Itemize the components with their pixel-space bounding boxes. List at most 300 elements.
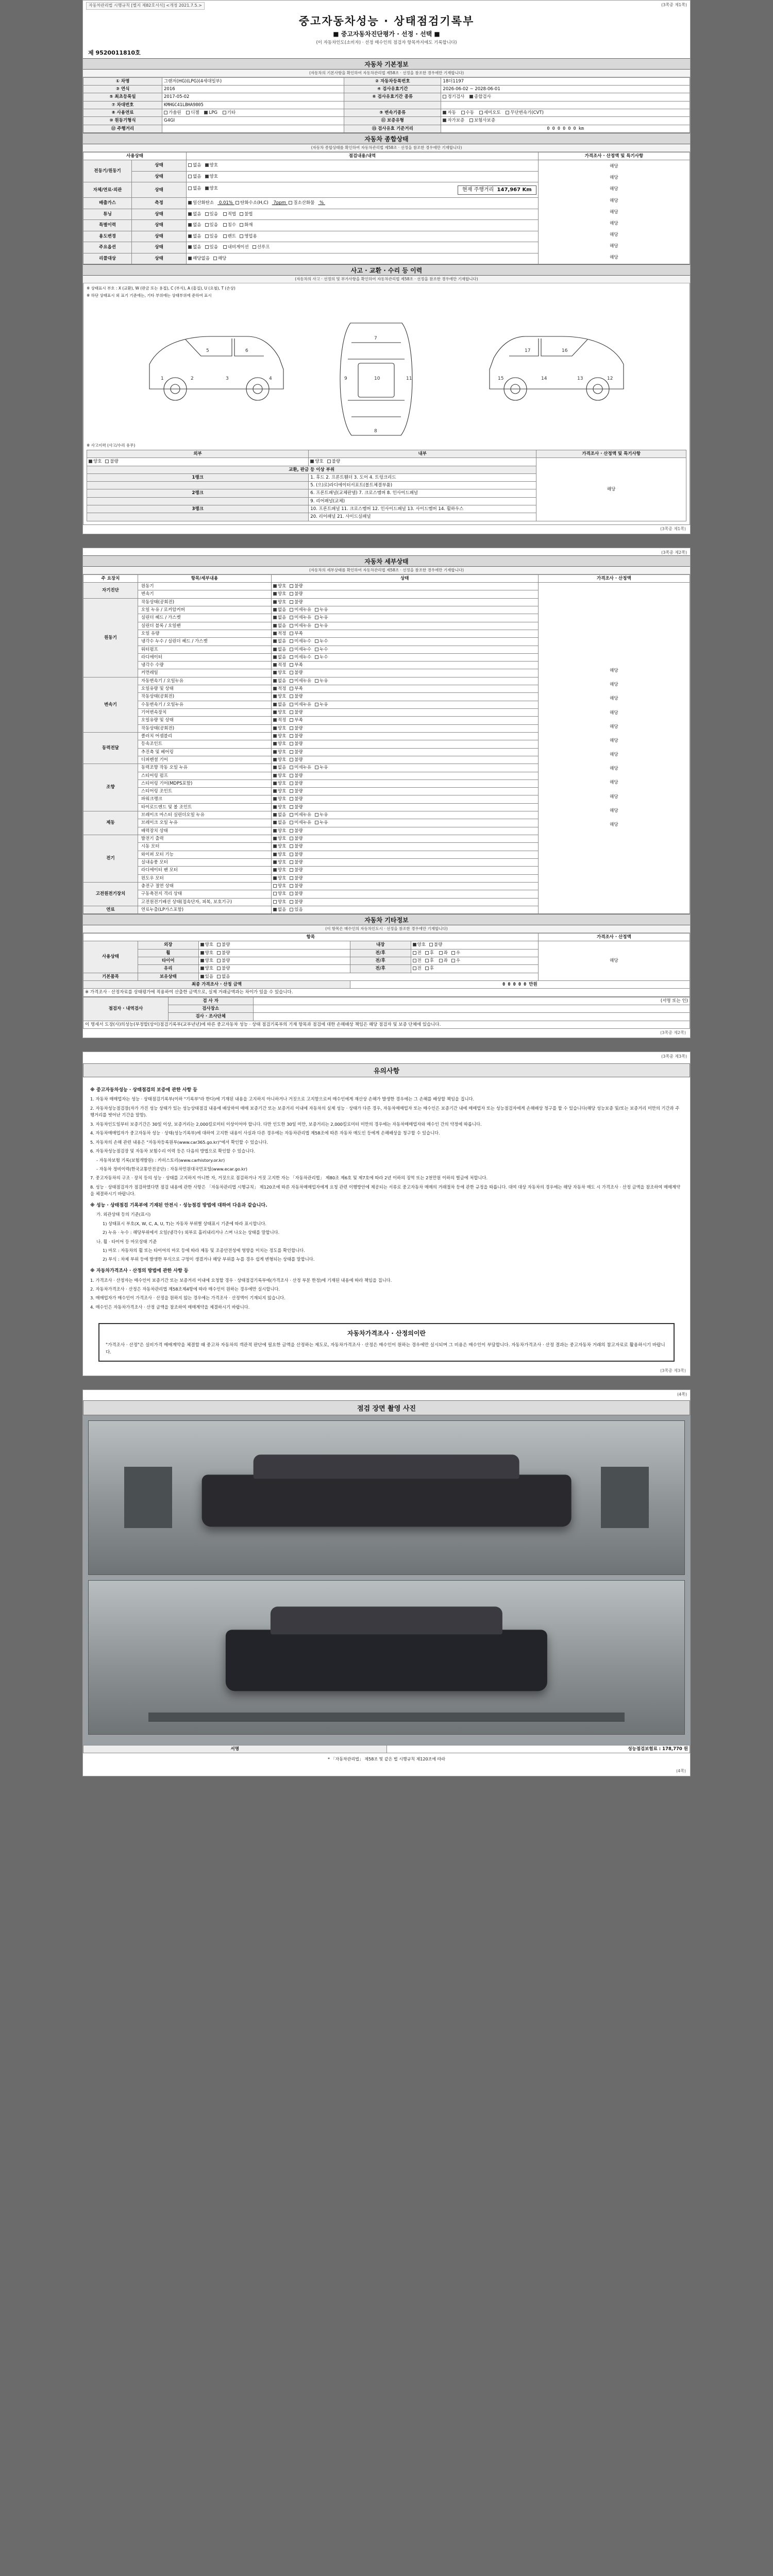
value-inspect-org[interactable] — [253, 1013, 690, 1021]
checkbox-option[interactable]: 없음 — [273, 907, 286, 913]
checkbox-option[interactable]: 없음 — [273, 812, 286, 818]
checkbox-icon[interactable] — [273, 703, 277, 706]
checkbox-icon[interactable] — [290, 860, 293, 864]
col-other-price: 가격조사 · 산정액 — [538, 934, 690, 941]
detail-item-state[interactable] — [271, 890, 538, 898]
checkbox-option[interactable]: 양호 — [273, 773, 286, 779]
checkbox-option[interactable]: 미세누수 — [290, 638, 311, 645]
row-value-body: 없음 양호 현재 주행거리 147,967 Km — [187, 182, 539, 198]
checkbox-icon[interactable] — [273, 844, 277, 848]
detail-item-state[interactable] — [271, 630, 538, 637]
checkbox-option[interactable]: 양호 — [273, 804, 286, 810]
checkbox-icon[interactable] — [273, 663, 277, 667]
checkbox-icon[interactable] — [273, 837, 277, 840]
checkbox-icon[interactable] — [273, 868, 277, 872]
checkbox-icon[interactable] — [273, 655, 277, 659]
checkbox-icon[interactable] — [290, 900, 293, 904]
checkbox-option[interactable]: 불량 — [290, 781, 303, 787]
detail-item-state[interactable] — [271, 874, 538, 882]
inspection-photo-2 — [88, 1580, 685, 1735]
col-usage-state: 사용상태 — [83, 152, 187, 160]
value-blank-1 — [441, 101, 690, 109]
detail-item-state[interactable] — [271, 653, 538, 661]
checkbox-option[interactable]: 양호 — [273, 899, 286, 905]
checkbox-option[interactable]: 불량 — [290, 796, 303, 802]
checkbox-option[interactable]: 양호 — [273, 670, 286, 676]
checkbox-icon[interactable] — [273, 860, 277, 864]
detail-item-state[interactable] — [271, 583, 538, 590]
checkbox-icon[interactable] — [290, 821, 293, 824]
checkbox-icon[interactable] — [273, 829, 277, 833]
checkbox-option[interactable]: 없음 — [273, 607, 286, 613]
col-other-item: 항목 — [83, 934, 539, 941]
checkbox-icon[interactable] — [290, 718, 293, 722]
checkbox-icon[interactable] — [315, 813, 318, 817]
detail-item-state[interactable] — [271, 717, 538, 724]
checkbox-option[interactable]: 없음 — [273, 638, 286, 645]
checkbox-option[interactable]: 양호 — [273, 852, 286, 858]
checkbox-option[interactable]: 없음 — [273, 820, 286, 826]
checkbox-icon[interactable] — [273, 908, 277, 911]
checkbox-option[interactable]: 불량 — [290, 899, 303, 905]
checkbox-option[interactable]: 불량 — [290, 670, 303, 676]
checkbox-option[interactable]: 불량 — [290, 867, 303, 873]
checkbox-icon[interactable] — [273, 726, 277, 730]
checkbox-icon[interactable] — [273, 584, 277, 588]
checkbox-icon[interactable] — [290, 853, 293, 856]
checkbox-option[interactable]: 불량 — [290, 843, 303, 850]
detail-item-state[interactable] — [271, 606, 538, 614]
checkbox-icon[interactable] — [290, 868, 293, 872]
detail-item-state[interactable] — [271, 811, 538, 819]
checkbox-option[interactable]: 불량 — [290, 693, 303, 700]
damage-diagram-area — [83, 283, 690, 525]
checkbox-option[interactable]: 미세누유 — [290, 607, 311, 613]
checkbox-option[interactable]: 누유 — [315, 607, 328, 613]
checkbox-icon[interactable] — [290, 774, 293, 777]
checkbox-option[interactable]: 양호 — [273, 891, 286, 897]
table-header-row — [83, 574, 690, 582]
checkbox-icon[interactable] — [315, 608, 318, 612]
checkbox-icon[interactable] — [290, 789, 293, 793]
page-4-footer: (4쪽) — [676, 1769, 686, 1774]
checkbox-icon[interactable] — [273, 600, 277, 604]
checkbox-icon[interactable] — [273, 876, 277, 880]
checkbox-option[interactable]: 적정 — [273, 717, 286, 723]
notice-body — [83, 1080, 690, 1318]
checkbox-icon[interactable] — [273, 884, 277, 888]
label-inspector-block: 점검자 · 내역검사 — [83, 997, 169, 1021]
checkbox-icon[interactable] — [273, 813, 277, 817]
checkbox-icon[interactable] — [290, 584, 293, 588]
checkbox-option[interactable]: 양호 — [273, 796, 286, 802]
svg-text:2: 2 — [191, 376, 194, 381]
checkbox-option[interactable]: 불량 — [290, 828, 303, 834]
detail-item-label: 연료누출(LP가스포함) — [138, 906, 271, 913]
checkbox-icon[interactable] — [290, 663, 293, 667]
checkbox-option[interactable]: 불량 — [290, 583, 303, 589]
checkbox-icon[interactable] — [273, 616, 277, 619]
checkbox-icon[interactable] — [273, 766, 277, 769]
checkbox-icon[interactable] — [273, 774, 277, 777]
checkbox-option[interactable]: 있음 — [290, 907, 303, 913]
checkbox-option[interactable]: 양호 — [273, 875, 286, 882]
checkbox-option[interactable]: 양호 — [273, 883, 286, 889]
checkbox-icon[interactable] — [290, 837, 293, 840]
checkbox-option[interactable]: 양호 — [273, 828, 286, 834]
checkbox-option[interactable]: 양호 — [273, 788, 286, 794]
checkbox-icon[interactable] — [290, 632, 293, 635]
checkbox-icon[interactable] — [273, 758, 277, 761]
detail-item-state[interactable] — [271, 827, 538, 835]
checkbox-option[interactable]: 양호 — [273, 591, 286, 597]
value-inspection-period: 2026-06-02 ~ 2028-06-01 — [441, 86, 690, 93]
checkbox-option[interactable]: 불량 — [290, 859, 303, 866]
checkbox-icon[interactable] — [315, 679, 318, 683]
row-value-recall: 해당없음 해당 — [187, 253, 539, 264]
item-tire: 타이어 — [138, 957, 198, 965]
checkbox-icon[interactable] — [273, 671, 277, 674]
value-wheel-pos: 전 후 좌 우 — [411, 949, 538, 957]
checkbox-option[interactable]: 양호 — [273, 709, 286, 716]
item-glass-pos: 전/후 — [350, 965, 411, 973]
checkbox-option[interactable]: 양호 — [273, 749, 286, 755]
checkbox-option[interactable]: 누수 — [315, 654, 328, 660]
checkbox-option[interactable]: 양호 — [273, 693, 286, 700]
detail-item-state[interactable] — [271, 795, 538, 803]
checkbox-option[interactable]: 불량 — [290, 599, 303, 605]
checkbox-icon[interactable] — [273, 782, 277, 785]
detail-item-state[interactable] — [271, 898, 538, 906]
label-inspect-org: 검사 · 조사단체 — [168, 1013, 253, 1021]
page-2-footer: (3쪽중 제2쪽) — [660, 1030, 686, 1035]
checkbox-option[interactable]: 적정 — [273, 686, 286, 692]
detail-item-state[interactable] — [271, 701, 538, 708]
checkbox-icon[interactable] — [290, 592, 293, 596]
detail-item-state[interactable] — [271, 843, 538, 851]
checkbox-icon[interactable] — [273, 639, 277, 643]
checkbox-option[interactable]: 양호 — [273, 757, 286, 763]
checkbox-icon[interactable] — [290, 829, 293, 833]
checkbox-icon[interactable] — [273, 750, 277, 754]
sign-hint: (서명 또는 인) — [660, 998, 688, 1004]
checkbox-option[interactable]: 불량 — [290, 591, 303, 597]
checkbox-icon[interactable] — [290, 876, 293, 880]
page-4-header — [83, 1390, 690, 1397]
detail-item-state[interactable] — [271, 819, 538, 827]
checkbox-icon[interactable] — [290, 726, 293, 730]
checkbox-icon[interactable] — [290, 600, 293, 604]
detail-item-state[interactable] — [271, 835, 538, 843]
checkbox-option[interactable]: 불량 — [290, 709, 303, 716]
detail-item-state[interactable] — [271, 622, 538, 630]
checkbox-icon[interactable] — [290, 655, 293, 659]
checkbox-icon[interactable] — [273, 592, 277, 596]
checkbox-icon[interactable] — [273, 679, 277, 683]
checkbox-icon[interactable] — [290, 892, 293, 895]
label-transmission: ⑨ 변속기종류 — [344, 109, 441, 117]
checkbox-icon[interactable] — [290, 805, 293, 809]
detail-item-label: 작동상태(공회전) — [138, 724, 271, 732]
svg-text:11: 11 — [406, 376, 412, 381]
checkbox-icon[interactable] — [290, 742, 293, 745]
checkbox-option[interactable]: 누유 — [315, 765, 328, 771]
col-price: 가격조사 · 산정액 — [538, 574, 690, 582]
checkbox-icon[interactable] — [273, 687, 277, 690]
table-row — [83, 1745, 690, 1753]
checkbox-option[interactable]: 없음 — [273, 623, 286, 629]
detail-item-label: 오일 유량 — [138, 630, 271, 637]
checkbox-option[interactable]: 양호 — [273, 843, 286, 850]
checkbox-icon[interactable] — [290, 671, 293, 674]
detail-item-state[interactable] — [271, 693, 538, 701]
legal-liability-note: 이 명세서 도장(사)의성능(부정할(상이)점검기록부(교부년년)에 따른 중고자동차 성능 · 상태 점검기록부의 기재 항목과 점검에 대한 손해배상 책임은 해당 점검자 및 보증 단체에 있습니다. — [83, 1021, 690, 1028]
value-first-reg: 2017-05-02 — [162, 93, 344, 101]
checkbox-option[interactable]: 적정 — [273, 662, 286, 668]
detail-item-state[interactable] — [271, 779, 538, 787]
checkbox-icon[interactable] — [290, 639, 293, 643]
checkbox-option[interactable]: 누유 — [315, 678, 328, 684]
notice-heading-2: ※ 자동차가격조사 · 산정의 방법에 관한 사항 등 — [90, 1268, 189, 1274]
detail-item-state[interactable] — [271, 748, 538, 756]
checkbox-option[interactable]: 미세누유 — [290, 678, 311, 684]
checkbox-option[interactable]: 불량 — [290, 875, 303, 882]
detail-item-state[interactable] — [271, 646, 538, 653]
checkbox-option[interactable]: 양호 — [273, 859, 286, 866]
checkbox-option[interactable]: 없음 — [273, 615, 286, 621]
detail-item-state[interactable] — [271, 677, 538, 685]
form-legal-ref: 자동차관리법 시행규칙 [별지 제82호서식] <개정 2021.7.5.> — [86, 2, 205, 10]
checkbox-icon[interactable] — [290, 679, 293, 683]
notice-item-2: 3. 자동차인도일부터 보증기간은 30일 이상, 보증거리는 2,000킬로미터 이상이어야 합니다. 다만 인도한 30일 미만, 보증거리는 2,000킬로미터 미만의 경우에는 자동차매매업자와 매수인 간의 약정에 따릅니다. — [90, 1121, 482, 1127]
checkbox-icon[interactable] — [315, 616, 318, 619]
notice-heading-1: ※ 성능 · 상태점검 기록부에 기재된 안전시 · 성능점검 방법에 대하여 다음과 같습니다. — [90, 1202, 267, 1208]
checkbox-option[interactable]: 불량 — [290, 741, 303, 747]
checkbox-option[interactable]: 불량 — [290, 773, 303, 779]
detail-item-label: 구동축전지 격리 상태 — [138, 890, 271, 898]
checkbox-icon[interactable] — [315, 821, 318, 824]
checkbox-option[interactable]: 양호 — [273, 599, 286, 605]
checkbox-option[interactable]: 없음 — [273, 654, 286, 660]
checkbox-option[interactable]: 불량 — [290, 788, 303, 794]
col-interior: 내부 — [309, 450, 536, 457]
checkbox-icon[interactable] — [315, 703, 318, 706]
checkbox-option[interactable]: 불량 — [290, 804, 303, 810]
table-row — [83, 997, 690, 1005]
checkbox-icon[interactable] — [290, 797, 293, 801]
checkbox-option[interactable]: 미세누유 — [290, 765, 311, 771]
checkbox-icon[interactable] — [290, 908, 293, 911]
checkbox-icon[interactable] — [315, 648, 318, 651]
checkbox-icon[interactable] — [273, 624, 277, 628]
checkbox-option[interactable]: 누유 — [315, 615, 328, 621]
checkbox-option[interactable]: 부족 — [290, 686, 303, 692]
notice-item-7: - 자동차 정비이력(한국교통안전공단) : 자동차민원대국민포털(www.ecar.go.kr) — [96, 1166, 247, 1172]
detail-item-state[interactable] — [271, 882, 538, 890]
detail-item-state[interactable] — [271, 590, 538, 598]
checkbox-option[interactable]: 불량 — [290, 883, 303, 889]
label-inspector: 검 사 자 — [168, 997, 253, 1005]
checkbox-icon[interactable] — [290, 624, 293, 628]
checkbox-option[interactable]: 미세누유 — [290, 702, 311, 708]
detail-item-label: 스티어링 기어(MDPS포함) — [138, 779, 271, 787]
table-header-row — [83, 934, 690, 941]
checkbox-option[interactable]: 미세누수 — [290, 647, 311, 653]
checkbox-icon[interactable] — [315, 624, 318, 628]
detail-item-state[interactable] — [271, 756, 538, 764]
checkbox-option[interactable]: 양호 — [273, 733, 286, 739]
checkbox-icon[interactable] — [290, 648, 293, 651]
row-label-recall: 리콜대상 — [83, 253, 132, 264]
checkbox-option[interactable]: 불량 — [290, 749, 303, 755]
detail-item-state[interactable] — [271, 685, 538, 693]
checkbox-option[interactable]: 부족 — [290, 662, 303, 668]
checkbox-icon[interactable] — [273, 797, 277, 801]
checkbox-icon[interactable] — [290, 616, 293, 619]
detail-item-state[interactable] — [271, 598, 538, 606]
detail-item-state[interactable] — [271, 740, 538, 748]
odometer-value: 147,967 Km — [497, 187, 532, 193]
checkbox-icon[interactable] — [273, 648, 277, 651]
checkbox-option[interactable]: 부족 — [290, 631, 303, 637]
table-row — [83, 86, 690, 93]
rank-text-2b: 9. 리어패널(교체) — [309, 497, 536, 505]
detail-item-state[interactable] — [271, 638, 538, 646]
checkbox-option[interactable]: 미세누유 — [290, 615, 311, 621]
value-warranty: 자가보증 보험사보증 — [441, 117, 690, 125]
checkbox-option[interactable]: 양호 — [273, 725, 286, 732]
detail-item-label: 동력조향 작동 오일 누유 — [138, 764, 271, 772]
detail-item-state[interactable] — [271, 724, 538, 732]
detail-item-state[interactable] — [271, 669, 538, 677]
checkbox-icon[interactable] — [290, 766, 293, 769]
table-row — [83, 93, 690, 101]
checkbox-icon[interactable] — [273, 789, 277, 793]
checkbox-option[interactable]: 미세누유 — [290, 623, 311, 629]
odometer-label: 현재 주행거리 — [462, 187, 494, 193]
checkbox-option[interactable]: 누유 — [315, 820, 328, 826]
detail-item-state[interactable] — [271, 709, 538, 717]
checkbox-option[interactable]: 양호 — [273, 741, 286, 747]
checkbox-icon[interactable] — [290, 710, 293, 714]
checkbox-icon[interactable] — [290, 782, 293, 785]
detail-item-state[interactable] — [271, 764, 538, 772]
checkbox-option[interactable]: 없음 — [273, 647, 286, 653]
value-inspector-sign[interactable] — [253, 997, 690, 1005]
checkbox-option[interactable]: 양호 — [273, 867, 286, 873]
checkbox-icon[interactable] — [273, 734, 277, 738]
checkbox-option[interactable]: 양호 — [273, 781, 286, 787]
checkbox-icon[interactable] — [273, 805, 277, 809]
checkbox-option[interactable]: 불량 — [290, 836, 303, 842]
photo-footer-table — [83, 1745, 690, 1753]
checkbox-icon[interactable] — [273, 900, 277, 904]
document-number: 제 9520011810호 — [88, 49, 141, 56]
detail-item-state[interactable] — [271, 614, 538, 622]
checkbox-option[interactable]: 미세누유 — [290, 812, 311, 818]
checkbox-icon[interactable] — [315, 639, 318, 643]
detail-item-state[interactable] — [271, 858, 538, 866]
checkbox-option[interactable]: 불량 — [290, 757, 303, 763]
detail-item-label: 고전원전기배선 상태(접속단자, 피복, 보호기구) — [138, 898, 271, 906]
checkbox-option[interactable]: 미세누수 — [290, 654, 311, 660]
checkbox-option[interactable]: 불량 — [290, 852, 303, 858]
col-accident-price-note: 가격조사 · 산정액 및 특기사항 — [536, 450, 686, 457]
checkbox-icon[interactable] — [290, 734, 293, 738]
checkbox-icon[interactable] — [315, 655, 318, 659]
checkbox-icon[interactable] — [290, 758, 293, 761]
checkbox-icon[interactable] — [273, 892, 277, 895]
checkbox-option[interactable]: 누유 — [315, 812, 328, 818]
checkbox-icon[interactable] — [290, 608, 293, 612]
checkbox-icon[interactable] — [290, 750, 293, 754]
checkbox-option[interactable]: 누수 — [315, 638, 328, 645]
checkbox-option[interactable]: 없음 — [273, 765, 286, 771]
checkbox-option[interactable]: 누유 — [315, 623, 328, 629]
checkbox-icon[interactable] — [273, 632, 277, 635]
checkbox-icon[interactable] — [273, 694, 277, 698]
detail-item-state[interactable] — [271, 803, 538, 811]
checkbox-icon[interactable] — [290, 884, 293, 888]
detail-item-state[interactable] — [271, 662, 538, 669]
label-plate-no: ② 자동차등록번호 — [344, 77, 441, 85]
checkbox-option[interactable]: 적정 — [273, 631, 286, 637]
detail-item-state[interactable] — [271, 788, 538, 795]
checkbox-option[interactable]: 불량 — [290, 891, 303, 897]
checkbox-icon[interactable] — [273, 608, 277, 612]
checkbox-option[interactable]: 미세누유 — [290, 820, 311, 826]
checkbox-icon[interactable] — [273, 853, 277, 856]
label-inspection-period: ④ 검사유효기간 — [344, 86, 441, 93]
detail-item-state[interactable] — [271, 906, 538, 913]
checkbox-option[interactable]: 누수 — [315, 647, 328, 653]
label-std-distance: ⑬ 검사유효 기준거리 — [344, 125, 441, 132]
detail-item-state[interactable] — [271, 851, 538, 858]
lift-platform — [148, 1713, 625, 1722]
detail-item-label: 작동상태(공회전) — [138, 693, 271, 701]
checkbox-icon[interactable] — [290, 844, 293, 848]
checkbox-option[interactable]: 누유 — [315, 702, 328, 708]
row-value-motor-1: 없음 양호 — [187, 160, 539, 171]
checkbox-icon[interactable] — [290, 813, 293, 817]
checkbox-icon[interactable] — [290, 687, 293, 690]
checkbox-option[interactable]: 양호 — [273, 583, 286, 589]
checkbox-option[interactable]: 없음 — [273, 702, 286, 708]
value-inspect-place[interactable] — [253, 1005, 690, 1012]
checkbox-option[interactable]: 불량 — [290, 725, 303, 732]
value-engine-type: G4GI — [162, 117, 344, 125]
checkbox-icon[interactable] — [273, 710, 277, 714]
checkbox-icon[interactable] — [315, 766, 318, 769]
checkbox-icon[interactable] — [273, 742, 277, 745]
checkbox-icon[interactable] — [273, 718, 277, 722]
checkbox-option[interactable]: 부족 — [290, 717, 303, 723]
detail-table-body — [83, 583, 690, 914]
detail-item-state[interactable] — [271, 867, 538, 874]
price-assessment-box-title: 자동차가격조사 · 산정의이란 — [347, 1330, 426, 1337]
row-value-options: 없음 있음 내비게이션 선루프 — [187, 242, 539, 253]
lift-arm-right — [601, 1467, 648, 1528]
detail-item-label: 라디에이터 팬 모터 — [138, 867, 271, 874]
detail-item-state[interactable] — [271, 732, 538, 740]
checkbox-icon[interactable] — [290, 703, 293, 706]
detail-item-state[interactable] — [271, 772, 538, 779]
checkbox-option[interactable]: 양호 — [273, 836, 286, 842]
checkbox-option[interactable]: 없음 — [273, 678, 286, 684]
checkbox-icon[interactable] — [273, 821, 277, 824]
checkbox-option[interactable]: 불량 — [290, 733, 303, 739]
checkbox-icon[interactable] — [290, 694, 293, 698]
